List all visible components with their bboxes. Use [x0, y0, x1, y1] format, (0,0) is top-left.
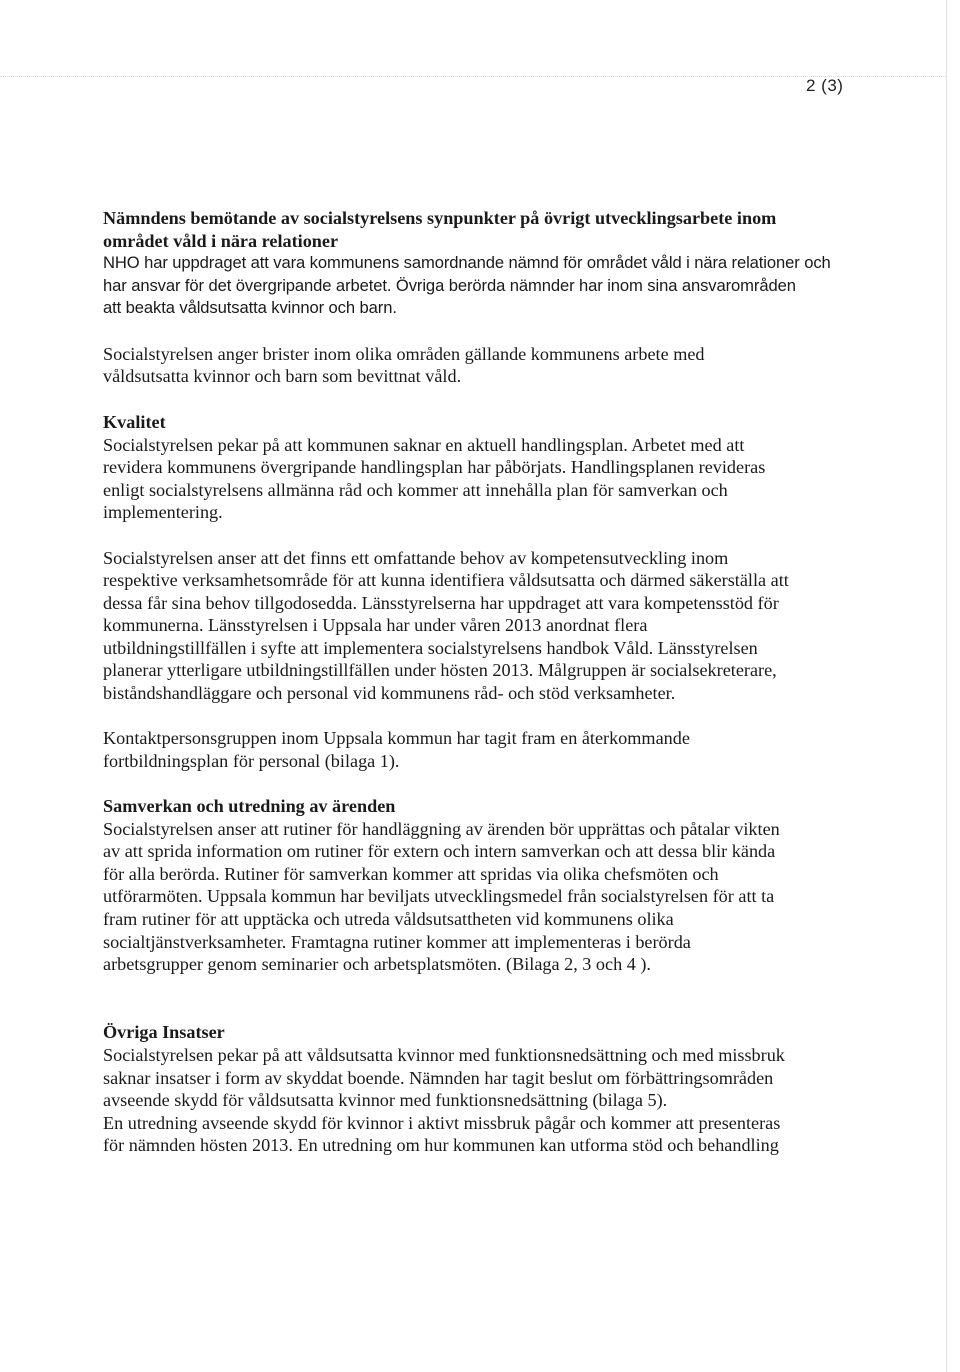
paragraph-line: revidera kommunens övergripande handlingsplan har påbörjats. Handlingsplanen revideras [103, 457, 766, 478]
section-heading-line: Nämndens bemötande av socialstyrelsens synpunkter på övrigt utvecklingsarbete inom [103, 208, 777, 228]
paragraph-line: socialtjänstverksamheter. Framtagna rutiner kommer att implementeras i berörda [103, 931, 691, 952]
paragraph-line: Socialstyrelsen pekar på att kommunen saknar en aktuell handlingsplan. Arbetet med att [103, 434, 745, 455]
paragraph-line: respektive verksamhetsområde för att kunna identifiera våldsutsatta och därmed säkerställa att [103, 570, 789, 591]
section-heading: Övriga Insatser [103, 1022, 225, 1043]
paragraph-line: En utredning avseende skydd för kvinnor i aktivt missbruk pågår och kommer att presenteras [103, 1112, 781, 1133]
paragraph-line: Socialstyrelsen anger brister inom olika områden gällande kommunens arbete med [103, 343, 705, 364]
paragraph-line: har ansvar för det övergripande arbetet. Övriga berörda nämnder har inom sina ansvarområden [103, 275, 796, 295]
paragraph-line: utbildningstillfällen i syfte att implementera socialstyrelsens handbok Våld. Länsstyrelsen [103, 637, 758, 658]
paragraph-kompetens [103, 547, 863, 705]
paragraph-line: enligt socialstyrelsens allmänna råd och kommer att innehålla plan för samverkan och [103, 479, 728, 500]
paragraph-line: avseende skydd för våldsutsatta kvinnor med funktionsnedsättning (bilaga 5). [103, 1090, 668, 1111]
scan-edge-top [0, 76, 946, 77]
paragraph-line: av att sprida information om rutiner för extern och intern samverkan och att dessa blir kända [103, 841, 776, 862]
paragraph-line: utförarmöten. Uppsala kommun har beviljats utvecklingsmedel från socialstyrelsen för att ta [103, 886, 775, 907]
paragraph-line: för nämnden hösten 2013. En utredning om hur kommunen kan utforma stöd och behandling [103, 1135, 779, 1156]
section-samverkan [103, 795, 863, 976]
paragraph-line: våldsutsatta kvinnor och barn som bevittnat våld. [103, 366, 462, 387]
paragraph-line: dessa får sina behov tillgodosedda. Länsstyrelserna har uppdraget att vara kompetensstöd för [103, 592, 779, 613]
section-intro [103, 207, 863, 320]
section-heading: Kvalitet [103, 411, 166, 432]
paragraph-line: NHO har uppdraget att vara kommunens samordnande nämnd för området våld i nära relationer och [103, 253, 831, 273]
section-heading-line: området våld i nära relationer [103, 230, 339, 251]
section-ovriga-insatser [103, 1021, 863, 1157]
paragraph-line: arbetsgrupper genom seminarier och arbetsplatsmöten. (Bilaga 2, 3 och 4 ). [103, 954, 651, 975]
scan-edge-right [946, 0, 947, 1372]
paragraph-line: saknar insatser i form av skyddat boende. Nämnden har tagit beslut om förbättringsområden [103, 1067, 774, 1088]
page-number: 2 (3) [806, 76, 844, 95]
section-heading: Samverkan och utredning av ärenden [103, 796, 396, 817]
paragraph-line: biståndshandläggare och personal vid kommunens råd- och stöd verksamheter. [103, 683, 676, 704]
paragraph-line: fram rutiner för att upptäcka och utreda våldsutsattheten vid kommunens olika [103, 909, 674, 930]
paragraph-brister [103, 343, 863, 388]
paragraph-kontakt [103, 727, 863, 772]
paragraph-line: för alla berörda. Rutiner för samverkan kommer att spridas via olika chefsmöten och [103, 863, 719, 884]
paragraph-line: planerar ytterligare utbildningstillfällen under hösten 2013. Målgruppen är socialsekreterare, [103, 660, 777, 681]
paragraph-line: att beakta våldsutsatta kvinnor och barn. [103, 298, 397, 318]
paragraph-line: fortbildningsplan för personal (bilaga 1). [103, 750, 400, 771]
paragraph-line: Socialstyrelsen anser att rutiner för handläggning av ärenden bör upprättas och påtalar vikten [103, 818, 780, 839]
paragraph-line: Socialstyrelsen pekar på att våldsutsatta kvinnor med funktionsnedsättning och med missbruk [103, 1044, 785, 1065]
paragraph-line: implementering. [103, 502, 223, 523]
document-body [103, 207, 863, 1157]
section-kvalitet [103, 411, 863, 524]
paragraph-line: kommunerna. Länsstyrelsen i Uppsala har under våren 2013 anordnat flera [103, 615, 648, 636]
paragraph-line: Kontaktpersonsgruppen inom Uppsala kommun har tagit fram en återkommande [103, 728, 690, 749]
paragraph-line: Socialstyrelsen anser att det finns ett omfattande behov av kompetensutveckling inom [103, 547, 729, 568]
